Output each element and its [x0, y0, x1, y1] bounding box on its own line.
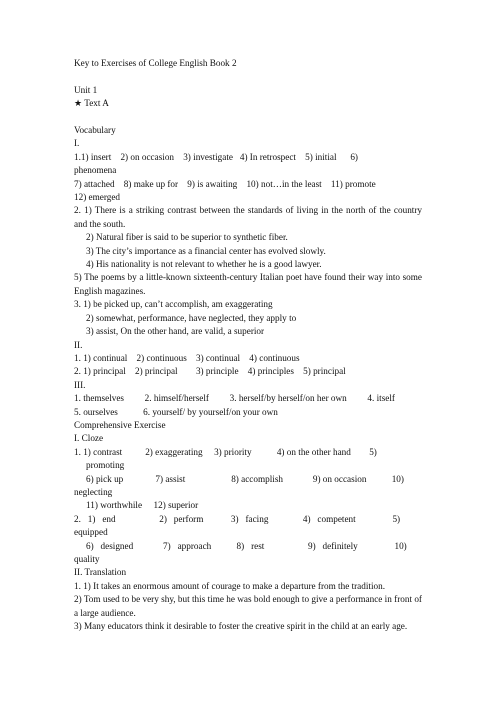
vocab-sentence: 3) The city’s importance as a financial center has evolved slowly. — [86, 245, 326, 256]
cloze-answer-line: 11) worthwhile 12) superior — [86, 500, 199, 511]
vocab-sentence: 2. 1) There is a striking contrast between the standards of living in the north of the country and the south. — [74, 205, 422, 229]
section-1-heading: I. — [74, 138, 80, 149]
translation-sentence: 2) Tom used to be very shy, but this time he was bold enough to give a performance in front of a large audience. — [74, 594, 422, 618]
cloze-answer-line: 6) pick up 7) assist 8) accomplish 9) on occasion 10) — [86, 473, 404, 484]
translation-sentence: 3) Many educators think it desirable to foster the creative spirit in the child at an early age. — [74, 621, 408, 632]
section-2-heading: II. — [74, 339, 83, 350]
cloze-answer-line: 1. 1) contrast 2) exaggerating 3) priority 4) on the other hand 5) — [74, 446, 377, 457]
blank-line — [74, 111, 422, 124]
document-body — [74, 57, 422, 633]
section-3-answer: 1. themselves 2. himself/herself 3. herself/by herself/on her own 4. itself — [74, 393, 395, 404]
text-heading — [74, 97, 422, 110]
translation-heading: II. Translation — [74, 567, 127, 578]
vocab-answer-line: phenomena — [74, 165, 117, 176]
vocab-sentence: 4) His nationality is not relevant to whether he is a good lawyer. — [86, 259, 322, 270]
cloze-answer-line: equipped — [74, 527, 108, 538]
vocab-sentence: 5) The poems by a little-known sixteenth-century Italian poet have found their way into some English magazines. — [74, 272, 422, 296]
vocab-answer-line: 12) emerged — [74, 192, 121, 203]
cloze-answer-line: promoting — [86, 460, 125, 471]
section-2-answer: 1. 1) continual 2) continuous 3) continual 4) continuous — [74, 352, 300, 363]
vocab-answer-line: 3. 1) be picked up, can’t accomplish, am exaggerating — [74, 299, 273, 310]
vocab-sentence: 2) Natural fiber is said to be superior to synthetic fiber. — [86, 232, 288, 243]
cloze-answer-line: 6) designed 7) approach 8) rest 9) definitely 10) — [86, 540, 407, 551]
section-2-answer: 2. 1) principal 2) principal 3) principle 4) principles 5) principal — [74, 366, 346, 377]
vocab-answer-line: 1.1) insert 2) on occasion 3) investigate 4) In retrospect 5) initial 6) — [74, 151, 358, 162]
section-3-heading: III. — [74, 379, 86, 390]
blank-line — [74, 70, 422, 83]
comprehensive-heading: Comprehensive Exercise — [74, 419, 166, 430]
unit-heading: Unit 1 — [74, 84, 98, 95]
text-label: Text A — [84, 98, 109, 109]
vocabulary-heading: Vocabulary — [74, 125, 116, 135]
cloze-answer-line: 2. 1) end 2) perform 3) facing 4) competent 5) — [74, 513, 401, 524]
document-title: Key to Exercises of College English Book 2 — [74, 58, 237, 68]
vocab-answer-line: 2) somewhat, performance, have neglected, they apply to — [86, 312, 297, 323]
cloze-heading: I. Cloze — [74, 433, 104, 444]
star-icon: ★ — [74, 98, 83, 109]
section-3-answer: 5. ourselves 6. yourself/ by yourself/on your own — [74, 406, 278, 417]
cloze-answer-line: neglecting — [74, 486, 113, 497]
vocab-answer-line: 3) assist, On the other hand, are valid, a superior — [86, 326, 265, 337]
vocab-answer-line: 7) attached 8) make up for 9) is awaiting 10) not…in the least 11) promote — [74, 178, 376, 189]
translation-sentence: 1. 1) It takes an enormous amount of courage to make a departure from the tradition. — [74, 580, 385, 591]
cloze-answer-line: quality — [74, 554, 100, 564]
